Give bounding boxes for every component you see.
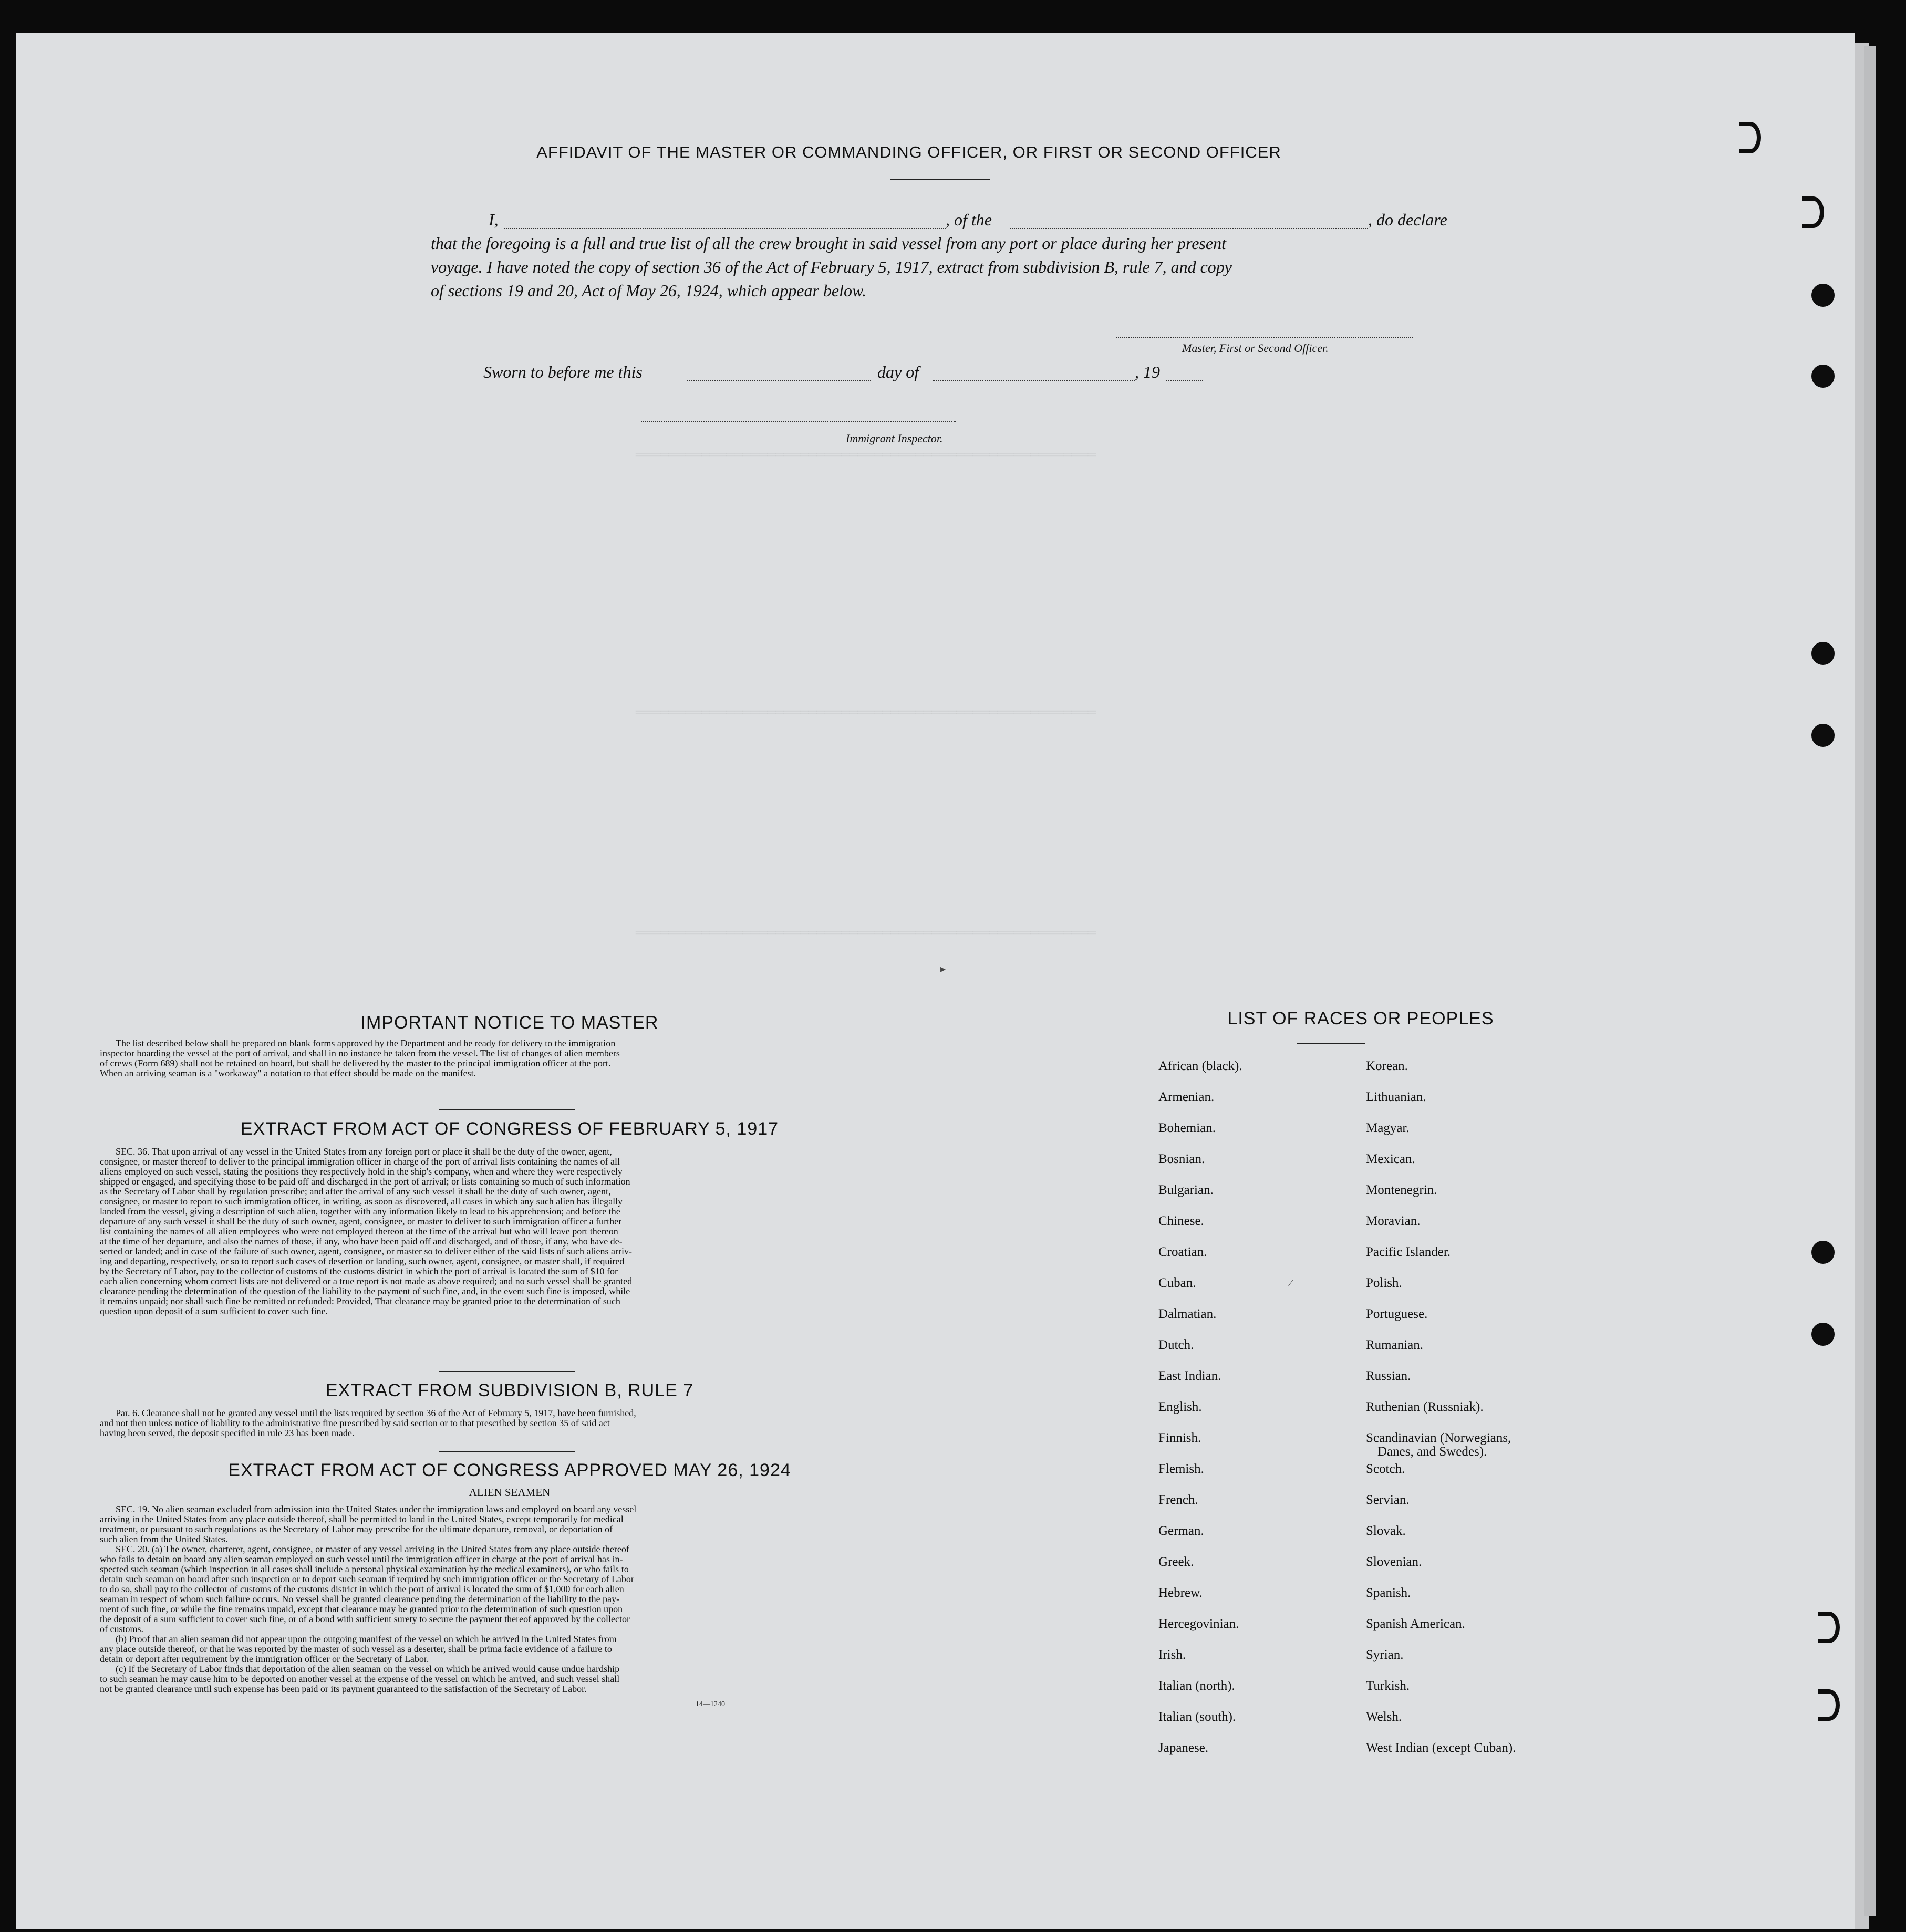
extract-1917 [100,1119,919,1316]
punch-hole [1811,284,1835,307]
sworn-text: Sworn to before me this [483,362,643,381]
text-line: consignee, or master thereof to deliver to the principal immigration officer in charge of the port of arrival lists containing the names of all [100,1156,620,1167]
punch-hole [1811,724,1835,747]
section-rule [439,1451,575,1452]
race-item: Russian. [1366,1369,1411,1383]
text-line: Par. 6. Clearance shall not be granted any vessel until the lists required by section 36 of the Act of February 5, 1917, have been furnished, [116,1408,636,1418]
day-of: day of [877,362,919,381]
race-item: Bohemian. [1158,1121,1216,1135]
races-rule [1297,1043,1365,1044]
stray-mark: ▸ [940,963,946,975]
text-line: who fails to detain on board any alien seaman employed on such vessel until the immigration officer in charge at the port of arrival has in- [100,1554,623,1564]
master-label: Master, First or Second Officer. [1182,341,1329,355]
year-blank[interactable] [1166,380,1203,381]
stray-mark: ⁄ [1290,1277,1292,1289]
text-line: aliens employed on such vessel, stating the positions they respectively hold in the ship's company, when and where they were respectively [100,1166,623,1177]
punch-hole [1811,1241,1835,1264]
race-item: Welsh. [1366,1710,1402,1724]
race-item: Moravian. [1366,1214,1421,1228]
punch-hole [1802,196,1824,228]
affidavit-line-2: that the foregoing is a full and true list of all the crew brought in said vessel from any port or place during her present [431,234,1226,253]
race-item: Hercegovinian. [1158,1617,1239,1631]
race-item: Servian. [1366,1493,1410,1507]
punch-hole [1818,1612,1840,1643]
text-line: departure of any such vessel it shall be the duty of such owner, agent, consignee, or master to deliver to such immigration officer a further [100,1216,622,1227]
extract-1917-heading: EXTRACT FROM ACT OF CONGRESS OF FEBRUARY 5, 1917 [240,1119,779,1139]
affidavit-line-3: voyage. I have noted the copy of section 36 of the Act of February 5, 1917, extract from subdivision B, rule 7, and copy [431,257,1232,276]
affidavit-do-declare: , do declare [1368,210,1447,229]
text-line: When an arriving seaman is a "workaway" a notation to that effect should be made on the manifest. [100,1068,476,1078]
text-line: and not then unless notice of liability to the administrative fine prescribed by said section or to that prescribed by section 35 of said act [100,1418,610,1428]
bleed-through: ════════════════════════════════════════════════════════ [636,926,1096,941]
race-item: Polish. [1366,1276,1402,1290]
section-rule [439,1371,575,1372]
text-line: (c) If the Secretary of Labor finds that deportation of the alien seaman on the vessel on which he arrived would cause undue hardship [116,1664,620,1674]
affidavit-of-the: , of the [946,210,992,229]
race-item: Ruthenian (Russniak). [1366,1400,1484,1414]
race-item: Slovenian. [1366,1555,1422,1569]
race-item: Rumanian. [1366,1338,1424,1352]
text-line: serted or landed; and in case of the failure of such owner, agent, consignee, or master so to deliver either of the said lists of such aliens arriv- [100,1246,632,1256]
text-line: to do so, shall pay to the collector of customs of the customs district in which the port of arrival is located the sum of $1,000 for each alien [100,1584,624,1594]
race-item: French. [1158,1493,1198,1507]
affidavit-i: I, [489,210,499,229]
text-line: question upon deposit of a sum sufficient to cover such fine. [100,1306,328,1316]
vessel-blank[interactable] [1010,228,1368,229]
text-line: inspector boarding the vessel at the port of arrival, and shall in no instance be taken from the vessel. The list of changes of alien members [100,1048,620,1058]
race-item: Armenian. [1158,1090,1215,1104]
race-item: Portuguese. [1366,1307,1428,1321]
extract-1924-heading: EXTRACT FROM ACT OF CONGRESS APPROVED MAY 26, 1924 [228,1460,791,1480]
race-item: Chinese. [1158,1214,1204,1228]
race-item: Pacific Islander. [1366,1245,1451,1259]
race-item: West Indian (except Cuban). [1366,1741,1516,1755]
text-line: as the Secretary of Labor shall by regulation prescribe; and after the arrival of any such vessel it shall be the duty of such owner, agent, [100,1186,611,1197]
text-line: each alien concerning whom correct lists are not delivered or a true report is not made as above required; and no such vessel shall be granted [100,1276,633,1286]
punch-hole [1818,1689,1840,1721]
text-line: The list described below shall be prepared on blank forms approved by the Department and be ready for delivery to the immigration [116,1038,616,1048]
race-item: Bulgarian. [1158,1183,1214,1197]
extract-1924-text [100,1504,919,1694]
notice-heading: IMPORTANT NOTICE TO MASTER [360,1013,659,1033]
race-item: East Indian. [1158,1369,1221,1383]
text-line: clearance pending the determination of the question of the liability to the payment of such fine, and, in the event such fine is imposed, while [100,1286,630,1296]
text-line: the deposit of a sum sufficient to cover such fine, or of a bond with sufficient surety to secure the payment thereof approved by the collector [100,1614,630,1624]
text-line: ing and departing, respectively, or so to report such cases of desertion or landing, such owner, agent, consignee, or master shall, if required [100,1256,625,1266]
text-line: list containing the names of all alien employees who were not employed thereon at the time of the arrival but who will leave port thereon [100,1226,618,1237]
text-line: SEC. 19. No alien seaman excluded from admission into the United States under the immigration laws and employed on board any vessel [116,1504,637,1514]
race-item: Bosnian. [1158,1152,1205,1166]
text-line: detain such seaman on board after such inspection or to deport such seaman if required by such immigration officer or the Secretary of Labor [100,1574,634,1584]
punch-hole [1811,1323,1835,1346]
race-item: Japanese. [1158,1741,1209,1755]
race-item: Montenegrin. [1366,1183,1437,1197]
race-item: Croatian. [1158,1245,1207,1259]
text-line: SEC. 36. That upon arrival of any vessel in the United States from any foreign port or place it shall be the duty of the owner, agent, [116,1146,612,1157]
text-line: arriving in the United States from any place outside thereof, shall be permitted to land in the United States, except temporarily for medical [100,1514,624,1524]
text-line: of customs. [100,1624,143,1634]
race-item: Syrian. [1366,1648,1404,1662]
text-line: having been served, the deposit specified in rule 23 has been made. [100,1428,355,1438]
race-item: Cuban. [1158,1276,1196,1290]
race-item: Korean. [1366,1059,1408,1073]
extract-1924 [100,1460,919,1709]
race-item: German. [1158,1524,1204,1538]
race-item: Lithuanian. [1366,1090,1426,1104]
bleed-through: ════════════════════════════════════════════════════════ [636,705,1096,721]
text-line: not be granted clearance until such expense has been paid or its payment guaranteed to the satisfaction of the Secretary of Labor. [100,1684,587,1694]
text-line: of crews (Form 689) shall not be retained on board, but shall be delivered by the master to the principal immigration officer at the port. [100,1058,611,1068]
race-item: Scandinavian (Norwegians, [1366,1431,1511,1445]
race-item: Italian (north). [1158,1679,1235,1693]
race-item: Spanish. [1366,1586,1411,1600]
rule-7-heading: EXTRACT FROM SUBDIVISION B, RULE 7 [325,1380,694,1400]
race-item: Danes, and Swedes). [1377,1445,1487,1459]
text-line: SEC. 20. (a) The owner, charterer, agent, consignee, or master of any vessel arriving in the United States from any place outside thereof [116,1544,629,1554]
race-item: Flemish. [1158,1462,1204,1476]
race-item: African (black). [1158,1059,1242,1073]
text-line: such alien from the United States. [100,1534,228,1544]
text-line: seaman in respect of whom such failure occurs. No vessel shall be granted clearance pending the determination of the liability to the pay- [100,1594,620,1604]
text-line: any place outside thereof, or that he was reported by the master of such vessel as a deserter, shall be prima facie evidence of a failure to [100,1644,612,1654]
race-item: Dalmatian. [1158,1307,1217,1321]
text-line: (b) Proof that an alien seaman did not appear upon the outgoing manifest of the vessel on which he arrived in the United States from [116,1634,617,1644]
race-item: Turkish. [1366,1679,1410,1693]
page-edge [1864,46,1876,1916]
race-item: Greek. [1158,1555,1194,1569]
text-line: ment of such fine, or while the fine remains unpaid, except that clearance may be granted prior to the determination of such question upon [100,1604,623,1614]
inspector-signature-line[interactable] [641,421,956,422]
name-blank[interactable] [504,228,946,229]
rule-7-text [100,1408,919,1438]
notice-text [100,1038,919,1078]
text-line: by the Secretary of Labor, pay to the collector of customs of the customs district in which the port of arrival is located the sum of $10 for [100,1266,618,1276]
text-line: at the time of her departure, and also the names of those, if any, who have been paid off and discharged, and of those, if any, who have de- [100,1236,623,1247]
text-line: consignee, or master to report to such immigration officer, in writing, as soon as discovered, all cases in which any such alien has illegally [100,1196,623,1207]
extract-rule-7 [100,1380,919,1438]
race-item: Dutch. [1158,1338,1194,1352]
race-item: Magyar. [1366,1121,1410,1135]
inspector-label: Immigrant Inspector. [846,432,943,445]
extract-1917-text [100,1147,919,1316]
races-heading: LIST OF RACES OR PEOPLES [1227,1009,1494,1029]
race-item: Slovak. [1366,1524,1406,1538]
race-item: Irish. [1158,1648,1186,1662]
master-signature-line[interactable] [1116,337,1413,338]
race-item: Spanish American. [1366,1617,1465,1631]
important-notice [100,1013,919,1078]
bleed-through: ════════════════════════════════════════════════════════ [636,448,1096,463]
race-item: Italian (south). [1158,1710,1236,1724]
text-line: detain or deport after requirement by the immigration officer or the Secretary of Labor. [100,1654,429,1664]
sworn-day-blank[interactable] [687,380,871,381]
race-item: English. [1158,1400,1202,1414]
section-rule [439,1109,575,1110]
affidavit-line-4: of sections 19 and 20, Act of May 26, 1924, which appear below. [431,281,866,300]
race-item: Hebrew. [1158,1586,1203,1600]
year-prefix: , 19 [1135,362,1160,381]
race-item: Mexican. [1366,1152,1415,1166]
race-item: Scotch. [1366,1462,1405,1476]
text-line: treatment, or pursuant to such regulations as the Secretary of Labor may prescribe for the ultimate departure, removal, or deportation of [100,1524,613,1534]
affidavit-title: AFFIDAVIT OF THE MASTER OR COMMANDING OFFICER, OR FIRST OR SECOND OFFICER [536,143,1281,161]
text-line: it remains unpaid; nor shall such fine be remitted or refunded: Provided, That clearance may be granted prior to the determination of such [100,1296,620,1306]
text-line: shipped or engaged, and specifying those to be paid off and discharged in the port of arrival; or lists containing so much of such information [100,1176,630,1187]
form-number: 14—1240 [696,1700,725,1708]
text-line: to such seaman he may cause him to be deported on another vessel at the expense of the vessel on which he arrived, and such vessel shall [100,1674,620,1684]
punch-hole [1811,365,1835,388]
text-line: spected such seaman (which inspection in all cases shall include a personal physical examination by the medical examiners), or who fails to [100,1564,629,1574]
punch-hole [1811,642,1835,665]
text-line: landed from the vessel, giving a description of such alien, together with any information likely to lead to his apprehension; and before the [100,1206,620,1217]
document-sheet [16,33,1855,1929]
race-item: Finnish. [1158,1431,1201,1445]
alien-seamen-subheading: ALIEN SEAMEN [469,1486,551,1499]
title-rule [890,179,990,180]
punch-hole [1739,122,1761,153]
sworn-month-blank[interactable] [933,380,1135,381]
